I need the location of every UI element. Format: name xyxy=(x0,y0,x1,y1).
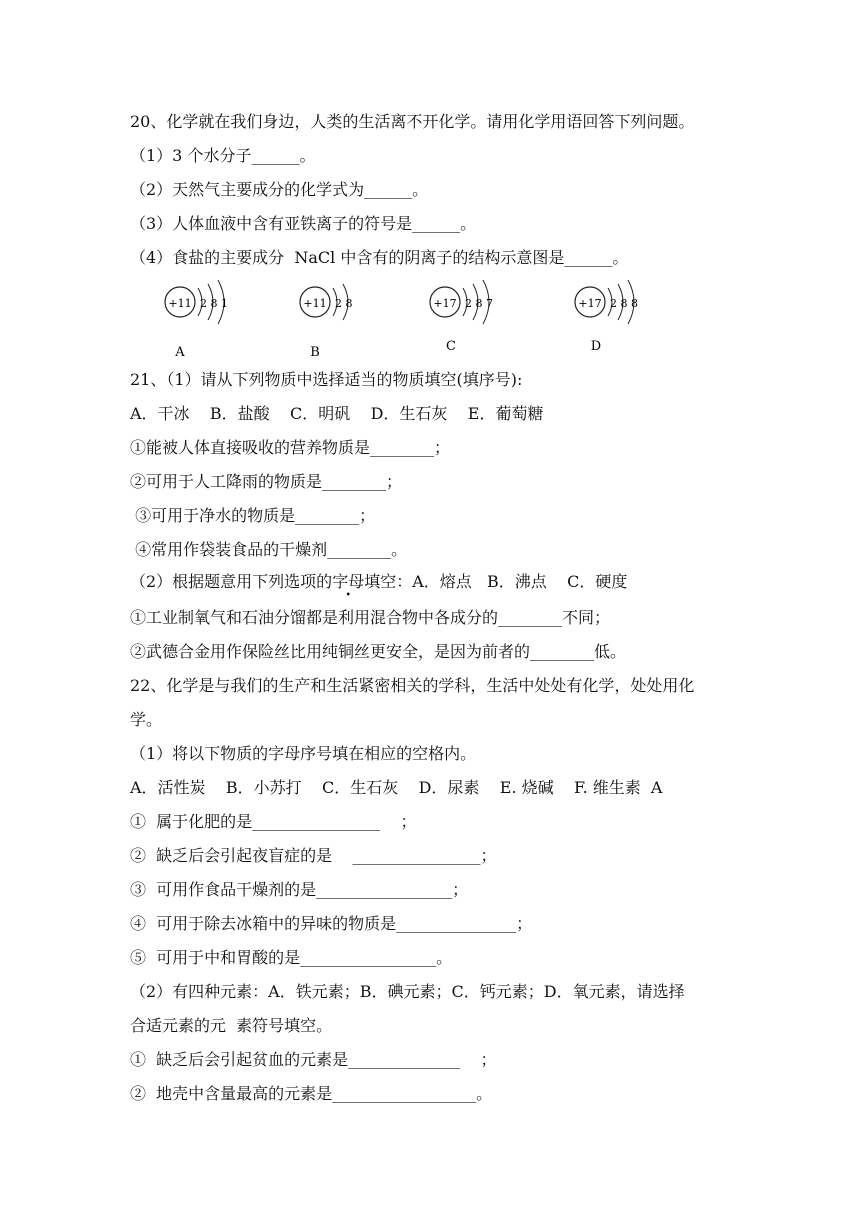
q22-item3: ③ 可用作食品干燥剂的是_________________； xyxy=(130,880,469,899)
q21-subitem2: ②武德合金用作保险丝比用纯铜丝更安全，是因为前者的________低。 xyxy=(130,642,627,661)
q21-item3: ③可用于净水的物质是________； xyxy=(130,506,376,525)
q21-item1: ①能被人体直接吸收的营养物质是________； xyxy=(130,438,451,457)
q21-part2-emphasis: 字母 xyxy=(332,572,365,591)
q20-part4: （4）食盐的主要成分 NaCl 中含有的阴离子的结构示意图是______。 xyxy=(130,248,629,267)
diagram-label: D xyxy=(590,339,602,354)
nucleus-label: +17 xyxy=(433,297,457,310)
diagram-c xyxy=(430,280,493,354)
q22-item1: ① 属于化肥的是________________ ； xyxy=(130,812,417,831)
q22-item5: ⑤ 可用于中和胃酸的是_________________。 xyxy=(130,948,453,967)
diagram-d xyxy=(575,280,638,354)
shell-electrons: 2 8 7 xyxy=(465,297,493,310)
q20-part3: （3）人体血液中含有亚铁离子的符号是______。 xyxy=(130,214,477,233)
q22-part2-line1: （2）有四种元素：A．铁元素；B．碘元素；C．钙元素；D．氧元素，请选择 xyxy=(130,982,685,1001)
nucleus-label: +17 xyxy=(578,297,602,310)
q21-item4: ④常用作袋装食品的干燥剂________。 xyxy=(130,540,408,559)
shell-electrons: 2 8 1 xyxy=(200,297,228,310)
q20-intro: 20、化学就在我们身边，人类的生活离不开化学。请用化学用语回答下列问题。 xyxy=(130,112,695,131)
q21-options: A．干冰 B．盐酸 C．明矾 D．生石灰 E．葡萄糖 xyxy=(130,404,544,423)
q22-intro-line2: 学。 xyxy=(130,710,163,729)
q21-part1: 21、（1）请从下列物质中选择适当的物质填空(填序号): xyxy=(130,370,523,389)
q22-subitem2: ② 地壳中含量最高的元素是__________________。 xyxy=(130,1084,493,1103)
q22-item2: ② 缺乏后会引起夜盲症的是 ________________； xyxy=(130,846,497,865)
shell-electrons: 2 8 xyxy=(335,297,353,310)
nucleus-label: +11 xyxy=(168,297,192,310)
nucleus-label: +11 xyxy=(303,297,327,310)
ion-structure-diagrams xyxy=(150,280,670,360)
q20-part2: （2）天然气主要成分的化学式为______。 xyxy=(130,180,429,199)
q22-subitem1: ① 缺乏后会引起贫血的元素是______________ ； xyxy=(130,1050,497,1069)
shell-electrons: 2 8 8 xyxy=(610,297,638,310)
q20-part1: （1）3 个水分子______。 xyxy=(130,146,316,165)
q21-part2-b: 填空：A．熔点 B．沸点 C．硬度 xyxy=(364,572,628,591)
diagram-label: C xyxy=(446,339,456,354)
q21-part2-a: （2）根据题意用下列选项的 xyxy=(130,572,333,591)
q22-part1: （1）将以下物质的字母序号填在相应的空格内。 xyxy=(130,744,477,763)
q22-intro-line1: 22、化学是与我们的生产和生活紧密相关的学科，生活中处处有化学，处处用化 xyxy=(130,676,695,695)
q21-subitem1: ①工业制氧气和石油分馏都是利用混合物中各成分的________不同； xyxy=(130,608,611,627)
q22-part2-line2: 合适元素的元 素符号填空。 xyxy=(130,1016,333,1035)
diagram-label: A xyxy=(175,345,185,360)
diagram-b xyxy=(300,284,353,360)
q21-part2 xyxy=(130,572,627,592)
diagram-label: B xyxy=(310,345,320,360)
q22-item4: ④ 可用于除去冰箱中的异味的物质是_______________； xyxy=(130,914,533,933)
q22-options: A．活性炭 B．小苏打 C．生石灰 D．尿素 E. 烧碱 F. 维生素 A xyxy=(130,778,663,797)
q21-item2: ②可用于人工降雨的物质是________； xyxy=(130,472,403,491)
diagram-a xyxy=(165,280,228,360)
